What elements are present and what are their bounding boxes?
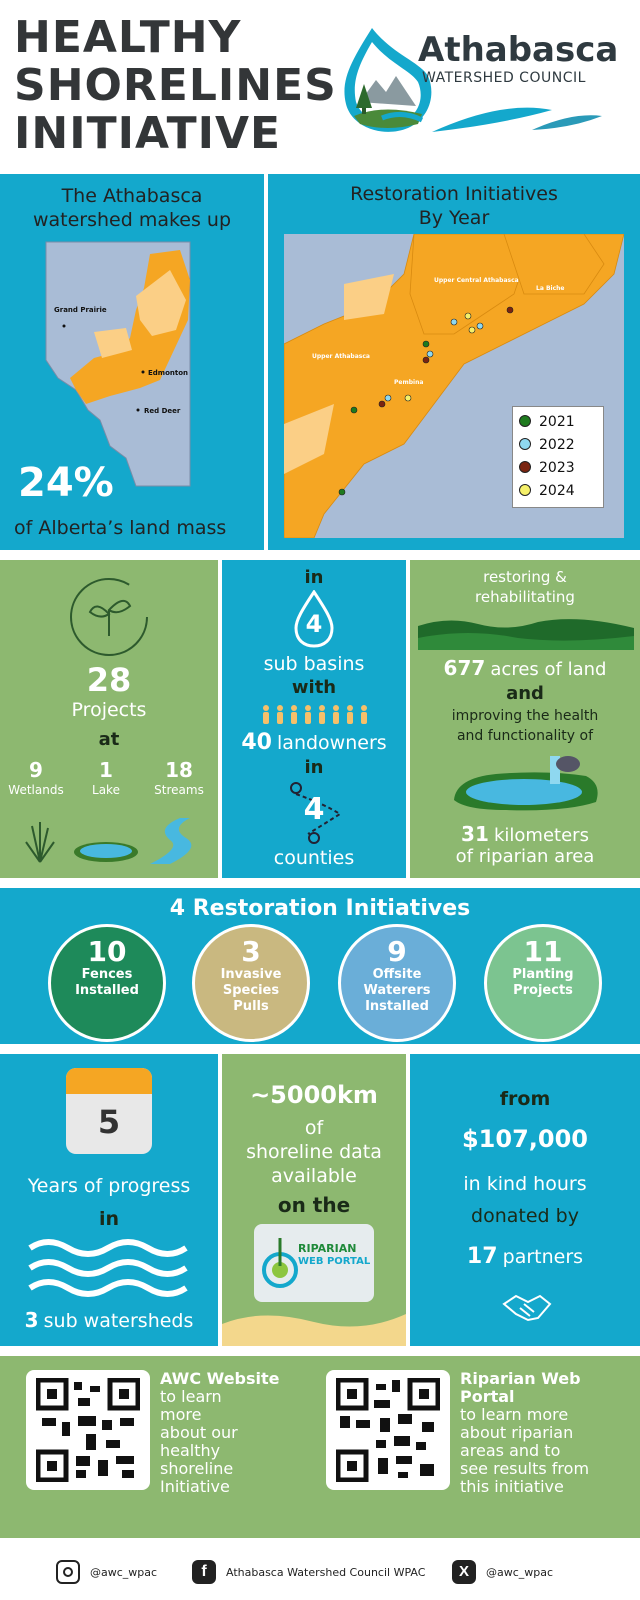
legend-item-2022: 2022 bbox=[519, 434, 597, 457]
legend-item-2021: 2021 bbox=[519, 411, 597, 434]
basins-in-1: in bbox=[304, 567, 324, 588]
waterers-label: Offsite Waterers Installed bbox=[363, 967, 431, 1014]
initiatives-heading: 4 Restoration Initiatives bbox=[169, 896, 471, 921]
shoreline-km: ~5000km bbox=[250, 1081, 378, 1109]
awc-link-body-6: Initiative bbox=[160, 1477, 230, 1496]
shoreline-panel bbox=[222, 1054, 406, 1346]
projects-at: at bbox=[98, 729, 120, 750]
partners-num: 17 bbox=[466, 1244, 498, 1269]
projects-panel bbox=[0, 560, 218, 878]
landowners-label: landowners bbox=[277, 732, 387, 754]
km-label: kilometers bbox=[493, 825, 589, 846]
legend-item-2024: 2024 bbox=[519, 480, 597, 503]
handshake-icon bbox=[502, 1290, 552, 1324]
awc-link-body-1: to learn bbox=[160, 1387, 222, 1406]
watershed-heading-1: The Athabasca bbox=[61, 185, 203, 207]
city-label-edmonton: Edmonton bbox=[148, 369, 189, 377]
streams-num: 18 bbox=[165, 758, 193, 782]
restoration-heading-1: Restoration Initiatives bbox=[350, 183, 558, 205]
lake-label: Lake bbox=[92, 783, 120, 797]
awc-link-title: AWC Website bbox=[160, 1369, 280, 1388]
facebook-icon[interactable]: f bbox=[192, 1560, 216, 1584]
city-label-grand-prairie: Grand Prairie bbox=[54, 306, 107, 314]
invasive-num: 3 bbox=[241, 935, 261, 968]
awc-link-body-5: shoreline bbox=[160, 1459, 234, 1478]
donations-amount: $107,000 bbox=[461, 1125, 588, 1153]
donations-from: from bbox=[499, 1088, 551, 1110]
legend-dot-2023 bbox=[519, 461, 531, 473]
restoration-heading-2: By Year bbox=[418, 207, 490, 229]
legend-item-2023: 2023 bbox=[519, 457, 597, 480]
watersheds-num: 3 bbox=[24, 1308, 39, 1332]
instagram-handle[interactable]: @awc_wpac bbox=[90, 1566, 158, 1579]
hills-icon bbox=[418, 614, 634, 650]
basins-in-2: in bbox=[304, 757, 324, 778]
region-label-pembina: Pembina bbox=[394, 379, 424, 386]
watersheds-line bbox=[0, 1308, 218, 1332]
shoreline-on-the: on the bbox=[277, 1193, 351, 1217]
initiative-fences bbox=[48, 924, 166, 1042]
wetlands-label: Wetlands bbox=[8, 783, 64, 797]
logo-name: Athabasca bbox=[418, 30, 619, 70]
legend-dot-2022 bbox=[519, 438, 531, 450]
initiative-waterers bbox=[338, 924, 456, 1042]
wetlands-stat bbox=[6, 758, 66, 798]
habitat-icons bbox=[20, 816, 210, 868]
projects-count: 28 bbox=[86, 661, 132, 699]
footer bbox=[0, 1546, 640, 1600]
acres-line bbox=[410, 656, 640, 680]
awc-link-text bbox=[160, 1370, 310, 1496]
acres-num: 677 bbox=[443, 656, 486, 680]
km-sub: of riparian area bbox=[455, 846, 595, 867]
legend-dot-2021 bbox=[519, 415, 531, 427]
awc-qr-code-icon bbox=[36, 1378, 140, 1482]
wetlands-num: 9 bbox=[29, 758, 43, 782]
acres-improve-2: and functionality of bbox=[456, 728, 594, 744]
shoreline-line-1: shoreline data bbox=[246, 1141, 382, 1163]
logo-subtitle: WATERSHED COUNCIL bbox=[422, 70, 586, 86]
basins-panel bbox=[222, 560, 406, 878]
restoration-map-panel bbox=[268, 174, 640, 550]
fences-label: Fences Installed bbox=[75, 967, 139, 998]
initiative-invasive bbox=[192, 924, 310, 1042]
acres-improve-1: improving the health bbox=[451, 708, 599, 724]
title-line-2: SHORELINES bbox=[14, 60, 337, 111]
city-label-red-deer: Red Deer bbox=[144, 407, 181, 415]
map-legend bbox=[512, 406, 604, 508]
watershed-panel bbox=[0, 174, 264, 550]
partners-label: partners bbox=[502, 1246, 584, 1268]
lake-num: 1 bbox=[99, 758, 113, 782]
awc-link-body-3: about our bbox=[160, 1423, 238, 1442]
rwp-link-body-2: about riparian bbox=[460, 1423, 574, 1442]
progress-panel bbox=[0, 1054, 218, 1346]
x-handle[interactable]: @awc_wpac bbox=[486, 1566, 554, 1579]
planting-label: Planting Projects bbox=[512, 967, 574, 998]
links-panel bbox=[0, 1356, 640, 1538]
counties-label: counties bbox=[273, 847, 355, 869]
portal-logo-icon bbox=[260, 1234, 300, 1294]
facebook-handle[interactable]: Athabasca Watershed Council WPAC bbox=[226, 1566, 426, 1579]
x-icon[interactable]: X bbox=[452, 1560, 476, 1584]
donations-line-1: in kind hours bbox=[463, 1173, 587, 1195]
title-line-1: HEALTHY bbox=[14, 12, 242, 63]
donations-line-2: donated by bbox=[471, 1205, 579, 1227]
lake-icon bbox=[74, 842, 138, 862]
km-line bbox=[410, 822, 640, 846]
rwp-link-body-1: to learn more bbox=[460, 1405, 569, 1424]
invasive-label: Invasive Species Pulls bbox=[220, 967, 282, 1014]
legend-dot-2024 bbox=[519, 484, 531, 496]
watershed-percent: 24% bbox=[18, 460, 114, 506]
shoreline-of: of bbox=[304, 1117, 324, 1139]
rwp-qr-card[interactable] bbox=[326, 1370, 450, 1490]
waves-icon bbox=[28, 1238, 188, 1300]
streams-label: Streams bbox=[154, 783, 204, 797]
lake-stat bbox=[78, 758, 134, 798]
portal-logo-line-2: WEB PORTAL bbox=[298, 1256, 371, 1267]
calendar-icon bbox=[66, 1068, 152, 1154]
riparian-portal-logo[interactable] bbox=[254, 1224, 374, 1302]
counties-num: 4 bbox=[303, 792, 325, 827]
instagram-icon[interactable] bbox=[56, 1560, 80, 1584]
waterers-num: 9 bbox=[387, 935, 407, 968]
awc-link-body-4: healthy bbox=[160, 1441, 221, 1460]
waterfall-pond-icon bbox=[446, 750, 606, 814]
basins-num: 4 bbox=[305, 610, 323, 638]
acres-panel bbox=[410, 560, 640, 878]
watershed-heading-2: watershed makes up bbox=[32, 209, 232, 231]
km-num: 31 bbox=[461, 822, 489, 846]
landowners-num: 40 bbox=[241, 730, 272, 755]
streams-stat bbox=[146, 758, 212, 798]
region-label-upper-central: Upper Central Athabasca bbox=[434, 277, 519, 284]
seedling-cycle-icon bbox=[66, 574, 152, 660]
initiative-planting bbox=[484, 924, 602, 1042]
region-label-la-biche: La Biche bbox=[536, 285, 565, 292]
acres-line-2: rehabilitating bbox=[475, 588, 575, 606]
rwp-link-body-3: areas and to bbox=[460, 1441, 561, 1460]
landowners-line bbox=[222, 730, 406, 755]
partners-line bbox=[410, 1244, 640, 1269]
watershed-caption: of Alberta’s land mass bbox=[14, 517, 227, 539]
rwp-link-text bbox=[460, 1370, 636, 1496]
stream-icon bbox=[150, 818, 191, 864]
basins-with: with bbox=[291, 677, 337, 698]
sand-icon bbox=[222, 1304, 406, 1346]
acres-label: acres of land bbox=[490, 659, 607, 680]
initiatives-panel bbox=[0, 888, 640, 1044]
fences-num: 10 bbox=[87, 935, 127, 968]
progress-in: in bbox=[98, 1208, 120, 1230]
acres-line-1: restoring & bbox=[483, 568, 567, 586]
watersheds-label: sub watersheds bbox=[43, 1310, 194, 1332]
awc-qr-card[interactable] bbox=[26, 1370, 150, 1490]
title-block bbox=[14, 12, 337, 159]
years-num: 5 bbox=[97, 1103, 121, 1141]
projects-label: Projects bbox=[71, 699, 147, 721]
logo-text bbox=[418, 30, 628, 86]
years-label: Years of progress bbox=[27, 1175, 191, 1197]
acres-and: and bbox=[506, 683, 544, 704]
shoreline-line-2: available bbox=[271, 1165, 357, 1187]
title-line-3: INITIATIVE bbox=[14, 108, 282, 159]
rwp-link-title-2: Portal bbox=[460, 1387, 515, 1406]
rwp-qr-code-icon bbox=[336, 1378, 440, 1482]
planting-num: 11 bbox=[523, 935, 563, 968]
people-icon bbox=[260, 704, 370, 726]
rwp-link-title-1: Riparian Web bbox=[460, 1369, 581, 1388]
portal-logo-line-1: RIPARIAN bbox=[298, 1242, 357, 1255]
awc-link-body-2: more bbox=[160, 1405, 202, 1424]
donations-panel bbox=[410, 1054, 640, 1346]
rwp-link-body-5: this initiative bbox=[460, 1477, 564, 1496]
basins-label: sub basins bbox=[263, 653, 365, 675]
wetland-icon bbox=[26, 822, 54, 862]
rwp-link-body-4: see results from bbox=[460, 1459, 590, 1478]
region-label-upper-athabasca: Upper Athabasca bbox=[312, 353, 370, 360]
